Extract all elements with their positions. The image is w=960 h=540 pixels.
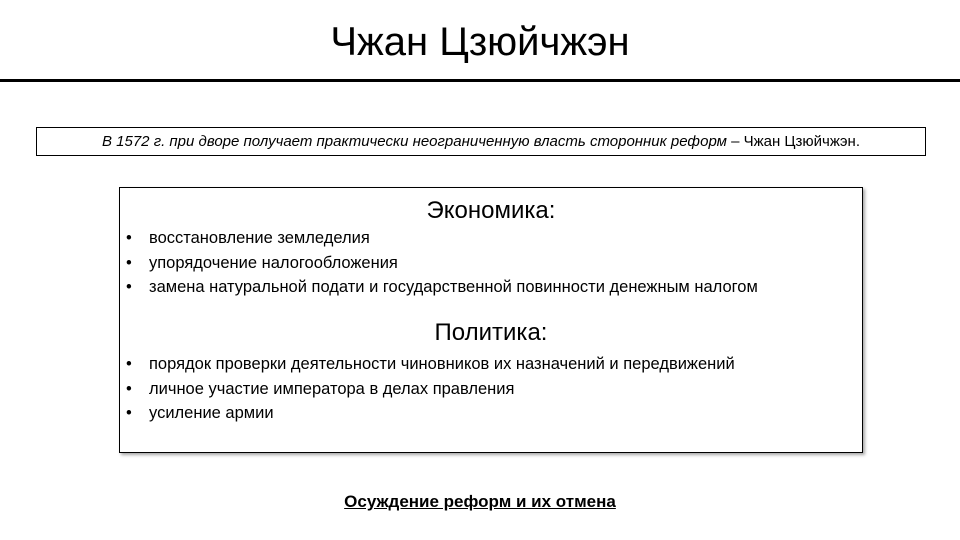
bullet-icon: • <box>126 278 132 296</box>
list-item-text: усиление армии <box>149 404 274 422</box>
bullet-icon: • <box>126 355 132 373</box>
intro-box <box>36 127 926 156</box>
intro-dash: – <box>726 133 744 150</box>
list-item <box>126 352 735 377</box>
bullet-icon: • <box>126 229 132 247</box>
list-item-text: порядок проверки деятельности чиновников их назначений и передвижений <box>149 355 735 373</box>
bullet-icon: • <box>126 379 132 398</box>
intro-lead-text: В 1572 г. при дворе получает практически неограниченную власть сторонник реформ <box>101 133 727 150</box>
title-divider <box>0 79 960 82</box>
list-item <box>126 401 735 426</box>
list-item <box>126 377 735 402</box>
list-item-text: замена натуральной подати и государственной повинности денежным налогом <box>149 278 758 296</box>
reforms-box <box>119 187 863 453</box>
politics-list <box>126 352 735 426</box>
list-item-text: упорядочение налогообложения <box>149 253 398 272</box>
list-item-text: личное участие императора в делах правления <box>149 379 515 398</box>
economy-heading: Экономика: <box>426 197 556 224</box>
reforms-repeal-link[interactable]: Осуждение реформ и их отмена <box>344 492 616 511</box>
list-item <box>126 226 758 251</box>
list-item <box>126 251 758 276</box>
list-item-text: восстановление земледелия <box>149 229 370 247</box>
bullet-icon: • <box>126 253 132 272</box>
bullet-icon: • <box>126 404 132 422</box>
list-item <box>126 275 758 300</box>
politics-heading: Политика: <box>434 319 548 346</box>
economy-list <box>126 226 758 300</box>
slide-title: Чжан Цзюйчжэн <box>330 20 630 64</box>
intro-name: Чжан Цзюйчжэн. <box>743 133 860 150</box>
